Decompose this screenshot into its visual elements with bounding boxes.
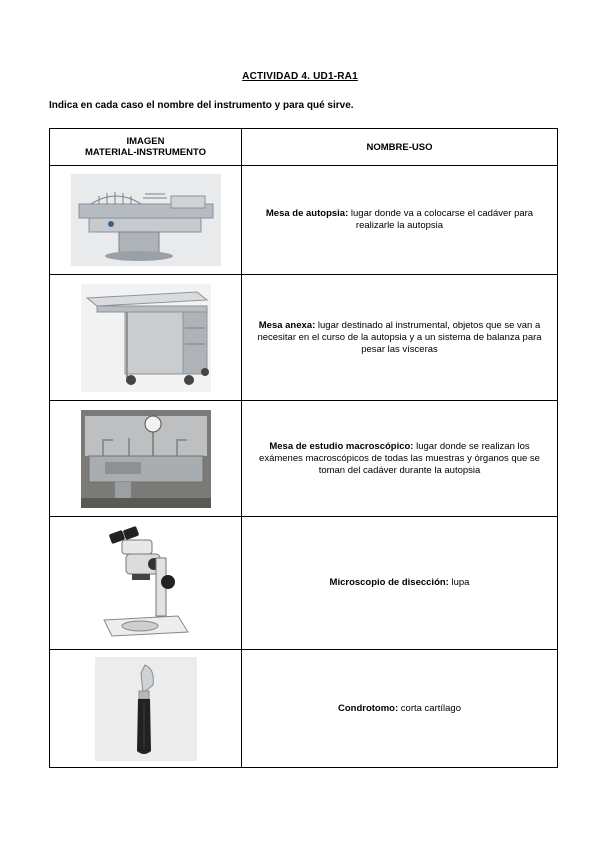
header-image-column — [50, 129, 242, 166]
autopsy-table-image — [71, 174, 221, 266]
table-row — [50, 401, 558, 517]
table-row — [50, 275, 558, 401]
instrument-name: Mesa de estudio macroscópico: — [269, 440, 414, 452]
table-row — [50, 517, 558, 650]
header-material-label: MATERIAL-INSTRUMENTO — [84, 147, 207, 158]
instrument-table — [49, 128, 558, 768]
header-name-use-column: NOMBRE-USO — [242, 129, 558, 166]
chondrotome-image — [95, 657, 197, 761]
instrument-name: Microscopio de disección: — [329, 577, 449, 588]
instrument-use: lupa — [448, 577, 470, 588]
instrument-use: corta cartílago — [398, 702, 461, 714]
table-row — [50, 166, 558, 275]
instrument-name: Condrotomo: — [338, 702, 399, 714]
instrument-use: lugar destinado al instrumental, objetos que se van a necesitar en el curso de la autopsia y a un sistema de balanza para pesar las vísceras — [257, 319, 542, 355]
page-title: ACTIVIDAD 4. UD1-RA1 — [242, 71, 358, 82]
stereo-microscope-image — [98, 524, 194, 642]
macroscopic-station-image — [81, 410, 211, 508]
instrument-name: Mesa anexa: — [258, 319, 316, 331]
table-header-row — [50, 129, 558, 166]
header-image-label: IMAGEN — [126, 136, 165, 147]
instruction-text: Indica en cada caso el nombre del instrumento y para qué sirve. — [49, 100, 354, 111]
table-row — [50, 650, 558, 768]
instrument-use: lugar donde va a colocarse el cadáver para realizarle la autopsia — [348, 208, 534, 231]
instrument-use: lugar donde se realizan los exámenes macroscópicos de todas las muestras y órganos que se toman del cadáver durante la autopsia — [259, 440, 540, 476]
annex-table-image — [81, 284, 211, 392]
instrument-name: Mesa de autopsia: — [265, 208, 349, 219]
